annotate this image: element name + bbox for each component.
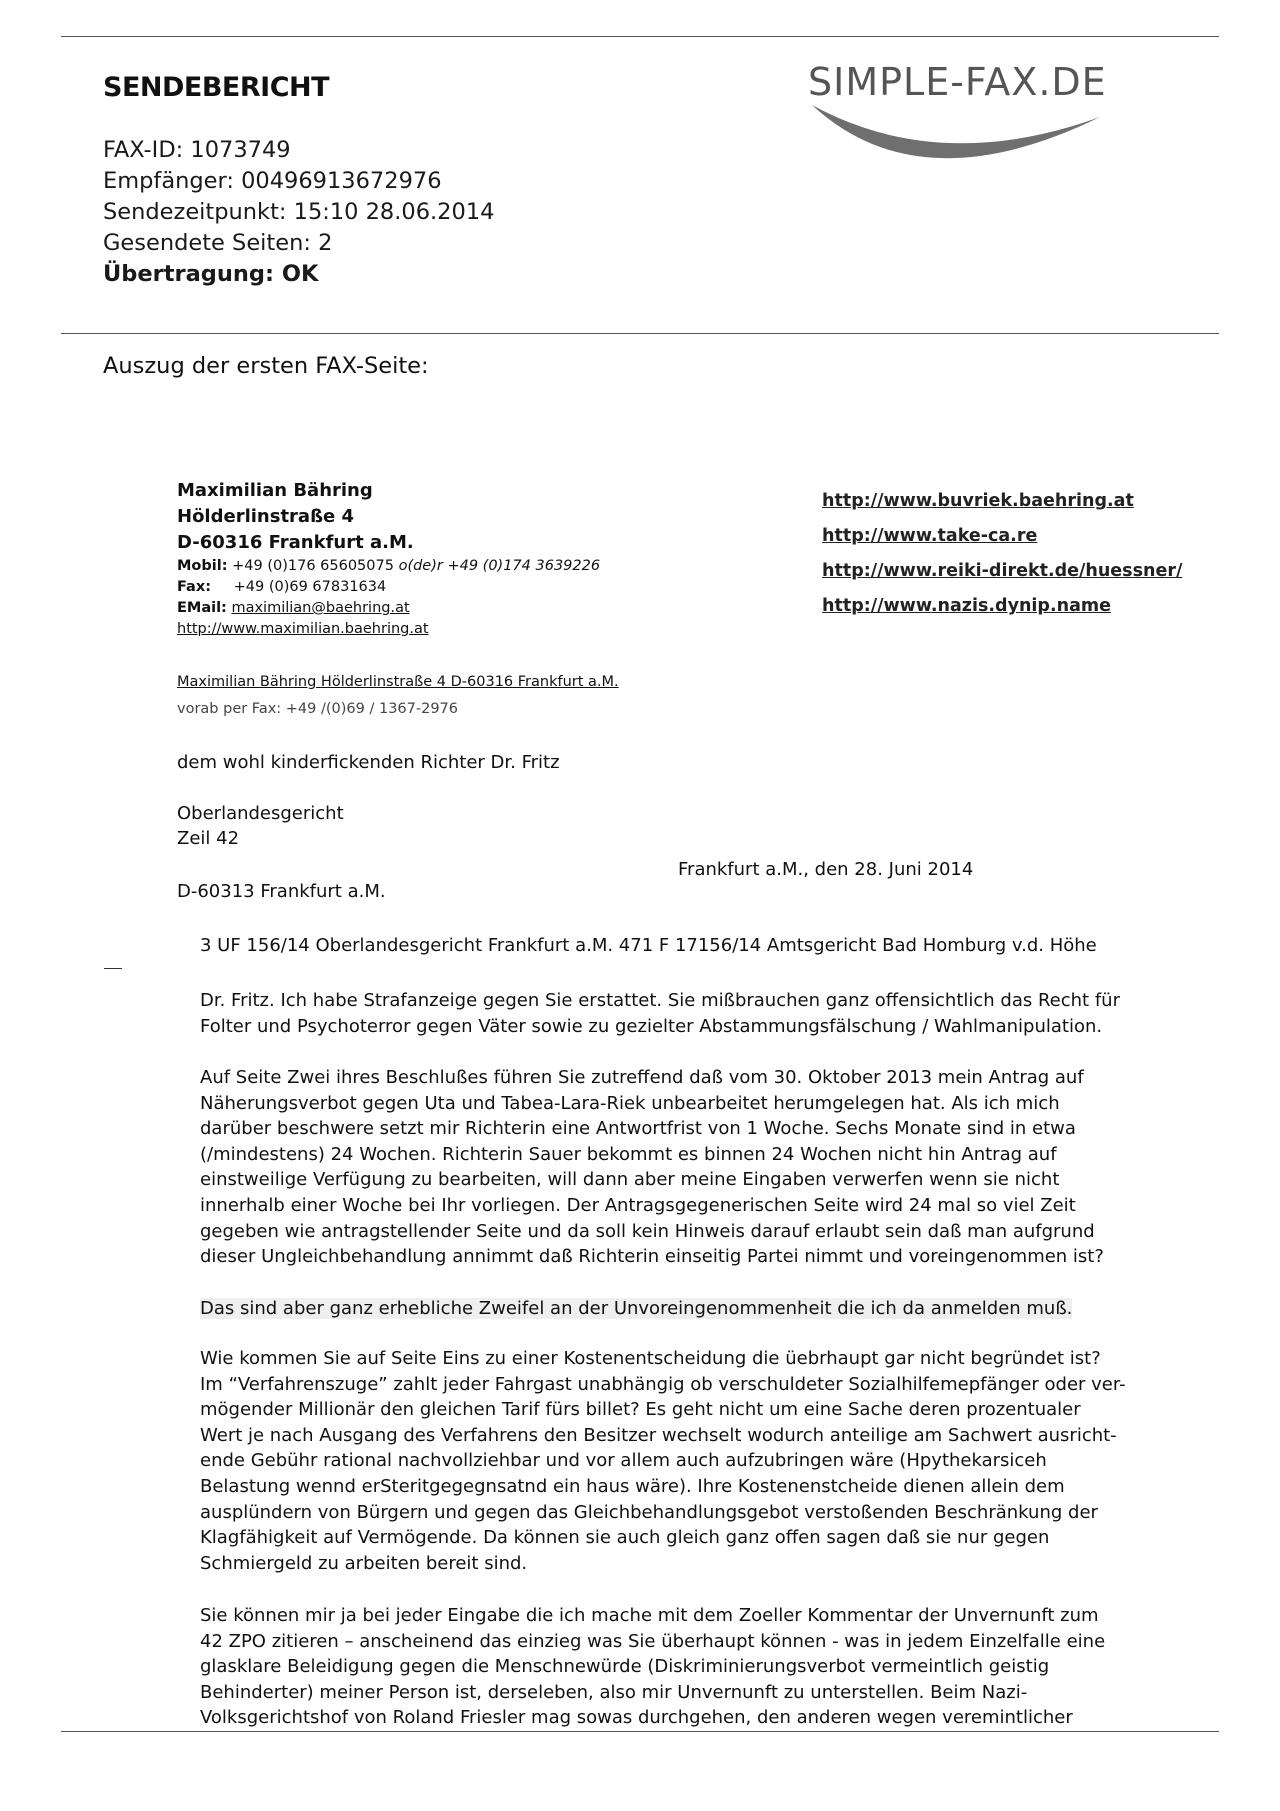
text-line: Folter und Psychoterror gegen Väter sowie zu gezielter Abstammungsfälschung / Wahlmanipulation. <box>200 1015 1103 1037</box>
text-line: ausplündern von Bürgern und gegen das Gleichbehandlungsgebot verstoßenden Beschränkung der <box>200 1501 1098 1523</box>
sender-city: D-60316 Frankfurt a.M. <box>177 532 414 553</box>
text-line: gegeben wie antragstellender Seite und da soll kein Hinweis darauf erlaubt sein daß man aufgrund <box>200 1220 1095 1242</box>
text-line: Behinderter) meiner Person ist, derseleben, also mir Unvernunft zu unterstellen. Beim Nazi- <box>200 1681 1028 1703</box>
paragraph-4 <box>200 1346 1160 1576</box>
text-line: Wert je nach Ausgang des Verfahrens den Besitzer wechselt wodurch anteilige am Sachwert ausricht- <box>200 1424 1117 1446</box>
header-bottom-rule <box>61 333 1219 334</box>
text-line: einstweilige Verfügung zu bearbeiten, will dann aber meine Eingaben verwerfen wenn sie nicht <box>200 1169 1060 1191</box>
sender-website-link[interactable]: http://www.maximilian.baehring.at <box>177 621 429 637</box>
text-line: Klagfähigkeit auf Vermögende. Da können sie auch gleich ganz offen sagen daß sie nur gegen <box>200 1527 1050 1549</box>
sender-street: Hölderlinstraße 4 <box>177 506 355 527</box>
text-line: 42 ZPO zitieren – anscheinend das einzieg was Sie überhaupt können - was in jedem Einzelfalle eine <box>200 1630 1106 1652</box>
text-line: Das sind aber ganz erhebliche Zweifel an der Unvoreingenommenheit die ich da anmelden muß. <box>200 1298 1073 1319</box>
top-rule <box>61 36 1219 37</box>
bottom-rule <box>61 1731 1219 1732</box>
paragraph-3 <box>200 1296 1160 1322</box>
text-line: innerhalb einer Woche bei Ihr vorliegen. Der Antragsgegenerischen Seite wird 24 mal so viel Zeit <box>200 1194 1076 1216</box>
text-line: Sie können mir ja bei jeder Eingabe die ich mache mit dem Zoeller Kommentar der Unvernunft zum <box>200 1605 1099 1626</box>
fax-value: +49 (0)69 67831634 <box>233 579 387 595</box>
report-title: SENDEBERICHT <box>103 72 330 103</box>
court-city: D-60313 Frankfurt a.M. <box>177 881 386 902</box>
text-line: Dr. Fritz. Ich habe Strafanzeige gegen Sie erstattet. Sie mißbrauchen ganz offensichtlich das Recht für <box>200 990 1120 1011</box>
return-address: Maximilian Bähring Hölderlinstraße 4 D-60316 Frankfurt a.M. <box>177 674 619 690</box>
text-line: Volksgerichtshof von Roland Friesler mag sowas durchgehen, den anderen wegen veremintlicher <box>200 1707 1073 1729</box>
fold-mark <box>104 968 122 969</box>
mobile-value: +49 (0)176 65605075 <box>232 558 394 574</box>
mobile-alt: o(de)r +49 (0)174 3639226 <box>398 558 601 574</box>
fax-id: FAX-ID: 1073749 <box>103 137 291 163</box>
text-line: Wie kommen Sie auf Seite Eins zu einer Kostenentscheidung die üebrhaupt gar nicht begründet ist? <box>200 1348 1101 1369</box>
date-line: Frankfurt a.M., den 28. Juni 2014 <box>678 859 974 880</box>
sender-email <box>177 600 410 616</box>
fax-label: Fax: <box>177 579 211 595</box>
text-line: Im “Verfahrenszuge” zahlt jeder Fahrgast unabhängig ob verschuldeter Sozialhilfemepfänger oder ver- <box>200 1373 1126 1395</box>
weblink-buvriek[interactable]: http://www.buvriek.baehring.at <box>822 491 1134 511</box>
weblink-reiki[interactable]: http://www.reiki-direkt.de/huessner/ <box>822 561 1183 581</box>
text-line: darüber beschwere setzt mir Richterin eine Antwortfrist von 1 Woche. Sechs Monate sind in etwa <box>200 1118 1076 1140</box>
case-reference: 3 UF 156/14 Oberlandesgericht Frankfurt a.M. 471 F 17156/14 Amtsgericht Bad Homburg v.d. Höhe <box>200 935 1097 956</box>
recipient-number: Empfänger: 00496913672976 <box>103 168 442 194</box>
weblink-take-care[interactable]: http://www.take-ca.re <box>822 526 1038 546</box>
text-line: Auf Seite Zwei ihres Beschlußes führen Sie zutreffend daß vom 30. Oktober 2013 mein Antrag auf <box>200 1067 1084 1088</box>
weblink-nazis[interactable]: http://www.nazis.dynip.name <box>822 596 1111 616</box>
excerpt-label: Auszug der ersten FAX-Seite: <box>103 353 429 379</box>
paragraph-2 <box>200 1065 1160 1270</box>
text-line: Näherungsverbot gegen Uta und Tabea-Lara-Riek unbearbeitet herumgelegen hat. Als ich mich <box>200 1092 1060 1114</box>
text-line: mögender Millionär den gleichen Tarif fürs billet? Es geht nicht um eine Sache deren prozentualer <box>200 1399 1081 1421</box>
text-line: dieser Ungleichbehandlung annimmt daß Richterin einseitig Partei nimmt und voreingenommen ist? <box>200 1246 1104 1268</box>
court-street: Zeil 42 <box>177 828 240 849</box>
sender-fax <box>177 579 386 595</box>
email-link[interactable]: maximilian@baehring.at <box>231 600 410 616</box>
recipient-line: dem wohl kinderfickenden Richter Dr. Fritz <box>177 752 560 773</box>
sender-name: Maximilian Bähring <box>177 480 373 501</box>
text-line: (/mindestens) 24 Wochen. Richterin Sauer bekommt es binnen 24 Wochen nicht hin Antrag auf <box>200 1143 1057 1165</box>
sender-mobile <box>177 558 600 574</box>
logo-text: SIMPLE-FAX.DE <box>808 60 1107 104</box>
text-line: ende Gebühr rational nachvollziehbar und vor allem auch aufzubringen wäre (Hpythekarsiceh <box>200 1450 1047 1472</box>
text-line: Belastung wennd erSteritgegegnsatnd ein haus wäre). Ihre Kostenenstcheide dienen allein dem <box>200 1475 1065 1497</box>
send-time: Sendezeitpunkt: 15:10 28.06.2014 <box>103 199 495 225</box>
text-line: glasklare Beleidigung gegen die Menschnewürde (Diskriminierungsverbot vermeintlich geistig <box>200 1656 1050 1678</box>
simple-fax-logo <box>800 55 1200 165</box>
fax-advance: vorab per Fax: +49 /(0)69 / 1367-2976 <box>177 701 459 717</box>
pages-sent: Gesendete Seiten: 2 <box>103 230 333 256</box>
text-line: Schmiergeld zu arbeiten bereit sind. <box>200 1552 528 1574</box>
transmission-status: Übertragung: OK <box>103 261 319 287</box>
paragraph-5 <box>200 1603 1160 1731</box>
email-label: EMail: <box>177 600 227 616</box>
court-name: Oberlandesgericht <box>177 803 344 824</box>
paragraph-1 <box>200 988 1160 1039</box>
mobile-label: Mobil: <box>177 558 228 574</box>
